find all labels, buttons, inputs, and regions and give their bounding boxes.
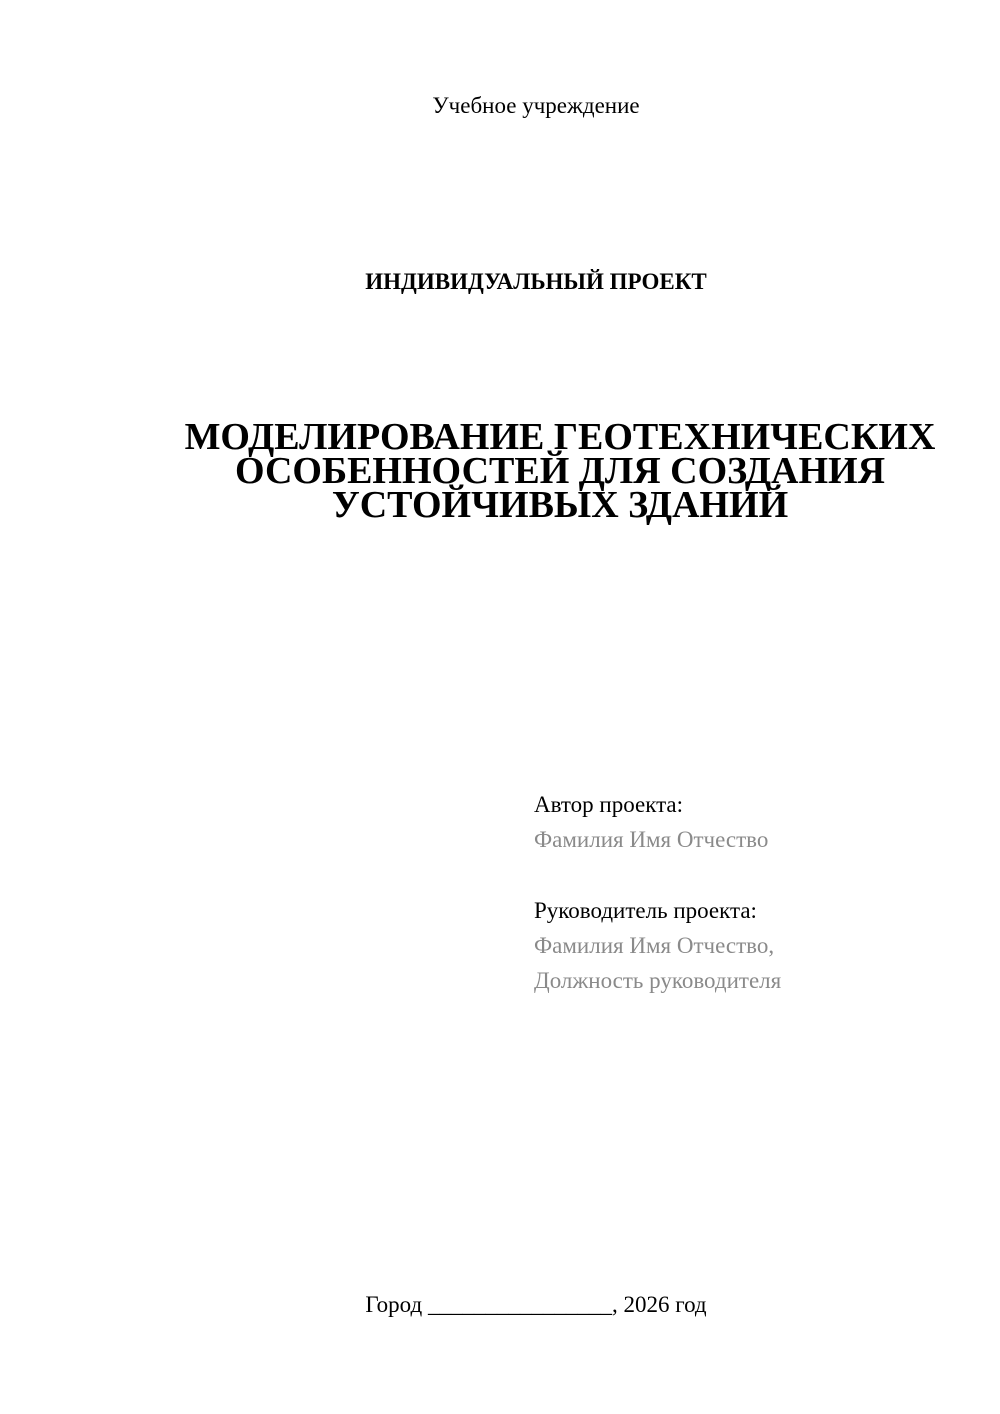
supervisor-position: Должность руководителя [534,968,782,993]
title-line-2: ОСОБЕННОСТЕЙ ДЛЯ СОЗДАНИЯ [234,450,886,492]
supervisor-label: Руководитель проекта: [534,898,757,923]
year-text: , 2026 год [611,1292,707,1317]
title-line-1: МОДЕЛИРОВАНИЕ ГЕОТЕХНИЧЕСКИХ [184,416,936,458]
title-line-3: УСТОЙЧИВЫХ ЗДАНИЙ [331,484,789,526]
project-title [120,416,1000,526]
city-label: Город [365,1292,423,1317]
footer-city-year [0,1290,1000,1320]
author-name: Фамилия Имя Отчество [534,827,769,852]
authors-block [534,787,974,998]
city-blank-line: ________________ [427,1292,612,1317]
document-type: ИНДИВИДУАЛЬНЫЙ ПРОЕКТ [365,269,707,294]
supervisor-name: Фамилия Имя Отчество, [534,933,775,958]
author-label: Автор проекта: [534,792,683,817]
institution-name: Учебное учреждение [432,93,640,118]
spacer [534,857,974,893]
